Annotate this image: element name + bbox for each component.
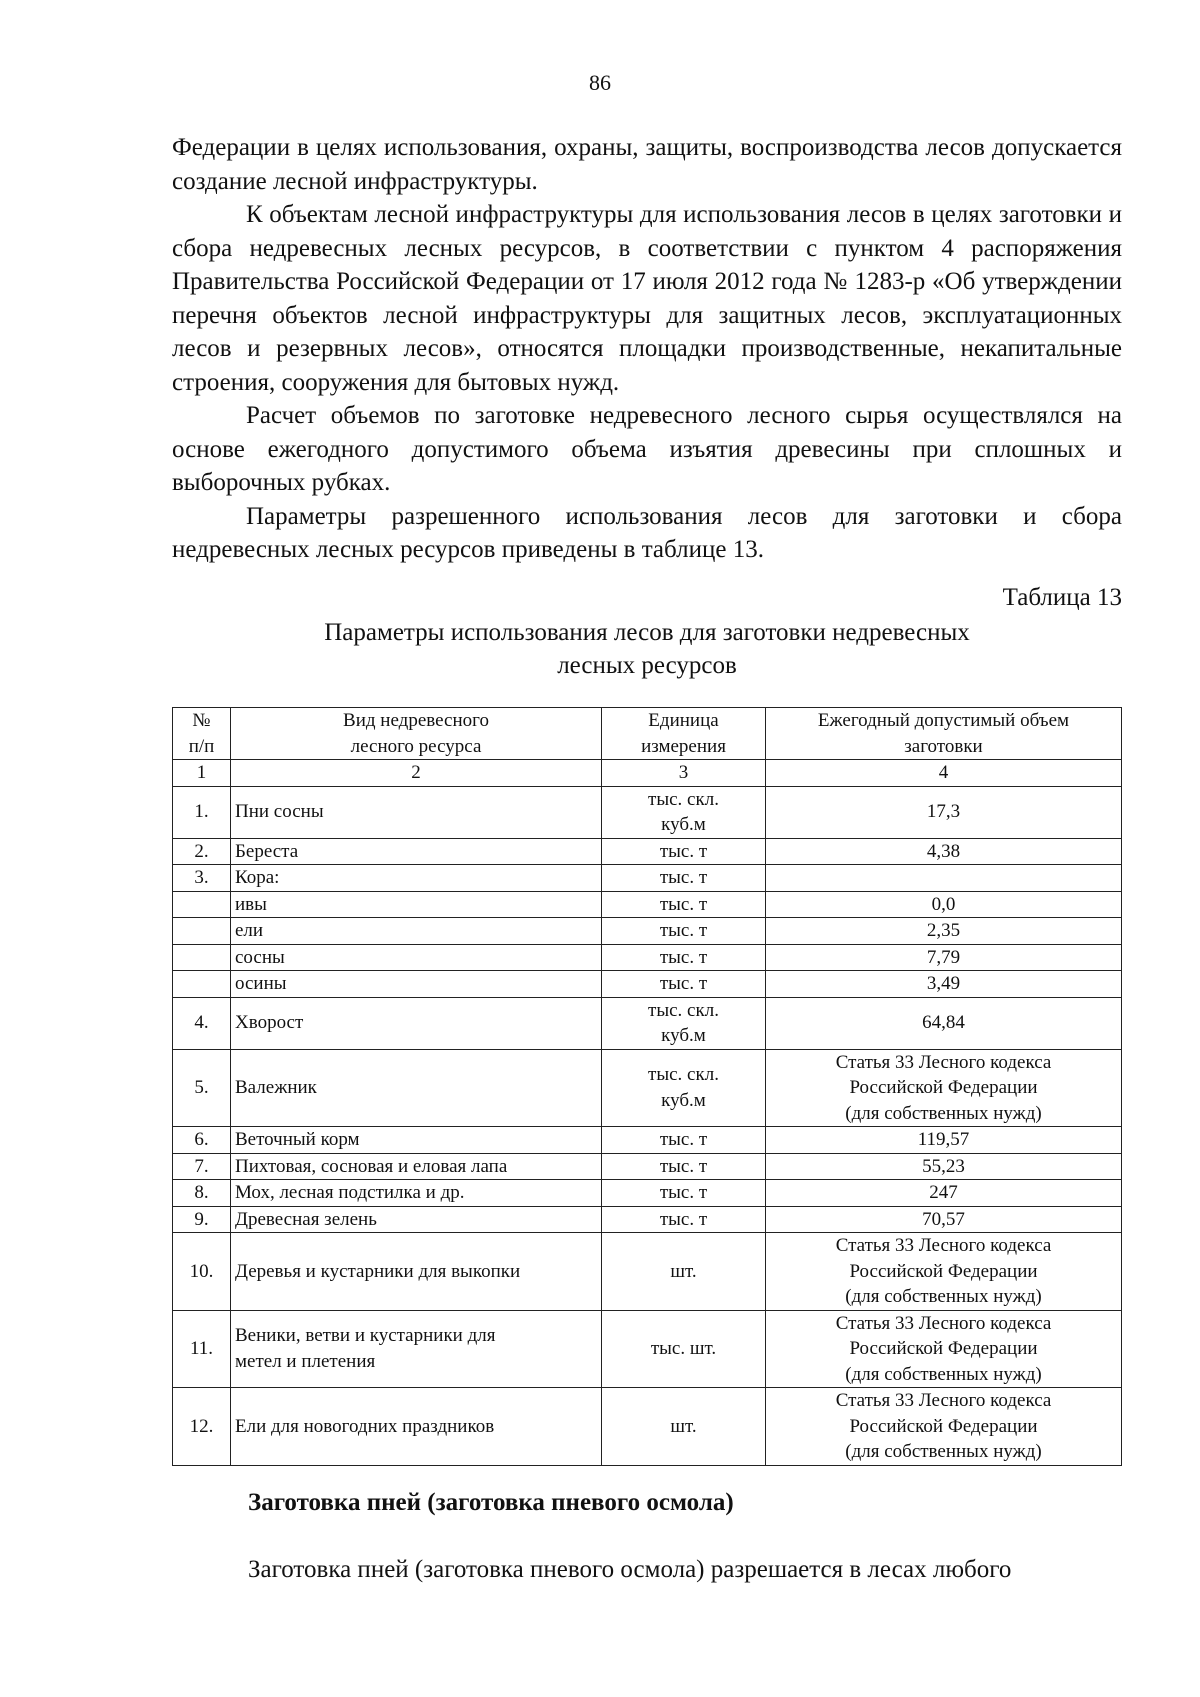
- cell-line: Кора:: [235, 867, 280, 888]
- cell-line: Ели для новогодних праздников: [235, 1415, 495, 1437]
- section-heading: Заготовка пней (заготовка пневого осмола): [248, 1489, 734, 1516]
- cell-line: 119,57: [917, 1129, 970, 1150]
- cell-num: 4.: [173, 997, 231, 1049]
- cell-line: Мох, лесная подстилка и др.: [235, 1182, 465, 1203]
- cell-name: [231, 1180, 602, 1207]
- cell-line: тыс. т: [659, 1182, 708, 1203]
- cell-volume: [766, 1388, 1122, 1466]
- table-row: [173, 944, 1122, 971]
- cell-line: (для собственных нужд): [845, 1441, 1042, 1462]
- body-text: [172, 131, 1122, 567]
- cell-name: [231, 838, 602, 865]
- cell-num: 11.: [173, 1310, 231, 1388]
- cell-name: [231, 1153, 602, 1180]
- cell-line: 3,49: [926, 973, 961, 994]
- cell-line: Статья 33 Лесного кодекса: [835, 1390, 1052, 1411]
- table-label: Таблица 13: [1002, 584, 1122, 611]
- cell-name: [231, 891, 602, 918]
- cell-line: Статья 33 Лесного кодекса: [835, 1051, 1052, 1073]
- table-row: [173, 1206, 1122, 1233]
- table-row: [173, 1180, 1122, 1207]
- cell-line: (для собственных нужд): [845, 1102, 1042, 1124]
- column-number: 2: [231, 760, 602, 787]
- paragraph: Заготовка пней (заготовка пневого осмола) разрешается в лесах любого: [248, 1556, 1012, 1583]
- cell-unit: [602, 1206, 766, 1233]
- cell-line: тыс. скл.: [648, 999, 719, 1021]
- header-line: измерения: [641, 735, 726, 757]
- cell-unit: [602, 997, 766, 1049]
- cell-line: тыс. т: [659, 1155, 708, 1177]
- cell-name: [231, 1127, 602, 1154]
- table-row: [173, 891, 1122, 918]
- cell-line: 4,38: [926, 840, 961, 862]
- cell-line: Российской Федерации: [849, 1338, 1038, 1359]
- header-num: [173, 708, 231, 760]
- cell-line: осины: [235, 973, 287, 994]
- table-row: [173, 865, 1122, 892]
- cell-unit: [602, 1233, 766, 1311]
- cell-unit: [602, 918, 766, 945]
- cell-line: тыс. т: [659, 920, 708, 941]
- cell-line: ели: [235, 920, 264, 941]
- cell-line: Деревья и кустарники для выкопки: [235, 1260, 521, 1282]
- table-row: [173, 1310, 1122, 1388]
- cell-volume: [766, 1233, 1122, 1311]
- header-line: Вид недревесного: [343, 710, 489, 731]
- cell-volume: [766, 918, 1122, 945]
- cell-unit: [602, 1388, 766, 1466]
- cell-line: 0,0: [931, 893, 956, 915]
- cell-num: 10.: [173, 1233, 231, 1311]
- table-row: [173, 1049, 1122, 1127]
- cell-unit: [602, 1153, 766, 1180]
- cell-line: Береста: [235, 840, 299, 862]
- cell-line: Российской Федерации: [849, 1260, 1038, 1282]
- table-row: [173, 838, 1122, 865]
- cell-line: Российской Федерации: [849, 1077, 1038, 1098]
- column-number: 4: [766, 760, 1122, 787]
- table-title-line: лесных ресурсов: [557, 652, 737, 679]
- cell-num: [173, 944, 231, 971]
- cell-name: [231, 944, 602, 971]
- header-line: №: [192, 710, 211, 731]
- cell-unit: [602, 891, 766, 918]
- cell-line: ивы: [235, 893, 267, 915]
- cell-num: 1.: [173, 786, 231, 838]
- cell-volume: [766, 838, 1122, 865]
- cell-line: тыс. скл.: [648, 1064, 719, 1086]
- cell-unit: [602, 865, 766, 892]
- cell-line: тыс. т: [659, 1129, 708, 1150]
- cell-unit: [602, 1180, 766, 1207]
- cell-unit: [602, 1310, 766, 1388]
- paragraph: Расчет объемов по заготовке недревесного лесного сырья осуществлялся на основе ежегодного допустимого объема изъятия древесины при сплошных и выборочных рубках.: [172, 402, 1122, 496]
- header-name: [231, 708, 602, 760]
- cell-unit: [602, 786, 766, 838]
- cell-line: 7,79: [926, 946, 961, 968]
- cell-num: 5.: [173, 1049, 231, 1127]
- header-volume: [766, 708, 1122, 760]
- cell-num: 6.: [173, 1127, 231, 1154]
- header-unit: [602, 708, 766, 760]
- cell-unit: [602, 1049, 766, 1127]
- cell-name: [231, 1310, 602, 1388]
- cell-line: 70,57: [922, 1208, 965, 1230]
- cell-line: тыс. т: [659, 840, 708, 862]
- cell-line: шт.: [670, 1415, 697, 1437]
- column-number: 3: [602, 760, 766, 787]
- cell-line: Статья 33 Лесного кодекса: [835, 1312, 1052, 1334]
- cell-line: Древесная зелень: [235, 1208, 377, 1230]
- cell-line: 247: [929, 1182, 958, 1203]
- paragraph: Федерации в целях использования, охраны, защиты, воспроизводства лесов допускается создание лесной инфраструктуры.: [172, 134, 1122, 195]
- cell-line: Пихтовая, сосновая и еловая лапа: [235, 1155, 508, 1177]
- cell-volume: [766, 971, 1122, 998]
- column-number: 1: [173, 760, 231, 787]
- cell-num: [173, 971, 231, 998]
- cell-volume: [766, 997, 1122, 1049]
- cell-num: 9.: [173, 1206, 231, 1233]
- cell-num: [173, 918, 231, 945]
- table-row: [173, 997, 1122, 1049]
- cell-name: [231, 918, 602, 945]
- cell-volume: [766, 1180, 1122, 1207]
- cell-name: [231, 1233, 602, 1311]
- cell-line: 64,84: [922, 1012, 965, 1034]
- cell-unit: [602, 971, 766, 998]
- header-line: Ежегодный допустимый объем: [817, 710, 1070, 731]
- cell-num: [173, 891, 231, 918]
- cell-line: Хворост: [235, 1012, 304, 1034]
- cell-name: [231, 1388, 602, 1466]
- cell-line: (для собственных нужд): [845, 1286, 1042, 1307]
- cell-name: [231, 786, 602, 838]
- cell-line: 2,35: [926, 920, 961, 941]
- table-row: [173, 971, 1122, 998]
- cell-line: куб.м: [661, 1025, 706, 1046]
- cell-line: тыс. т: [659, 973, 708, 994]
- cell-line: Валежник: [235, 1077, 317, 1098]
- cell-line: тыс. т: [659, 946, 708, 968]
- cell-line: сосны: [235, 946, 285, 968]
- column-number-row: [173, 760, 1122, 787]
- cell-line: тыс. т: [659, 1208, 708, 1230]
- cell-line: метел и плетения: [235, 1350, 376, 1372]
- cell-volume: [766, 1049, 1122, 1127]
- cell-volume: [766, 1206, 1122, 1233]
- cell-unit: [602, 838, 766, 865]
- cell-line: куб.м: [661, 1089, 706, 1111]
- cell-unit: [602, 944, 766, 971]
- cell-num: 3.: [173, 865, 231, 892]
- header-line: п/п: [188, 735, 215, 757]
- cell-volume: [766, 865, 1122, 892]
- paragraph: Параметры разрешенного использования лесов для заготовки и сбора недревесных лесных ресурсов приведены в таблице 13.: [172, 502, 1122, 563]
- header-line: заготовки: [904, 735, 983, 757]
- cell-name: [231, 1206, 602, 1233]
- table-row: [173, 1233, 1122, 1311]
- cell-line: Российской Федерации: [849, 1415, 1038, 1437]
- cell-unit: [602, 1127, 766, 1154]
- cell-line: тыс. т: [659, 867, 708, 888]
- table-header-row: [173, 708, 1122, 760]
- page-number: 86: [589, 70, 611, 95]
- table-row: [173, 786, 1122, 838]
- cell-line: шт.: [670, 1260, 697, 1282]
- cell-line: Веточный корм: [235, 1129, 360, 1150]
- cell-line: (для собственных нужд): [845, 1363, 1042, 1385]
- table-row: [173, 918, 1122, 945]
- cell-name: [231, 1049, 602, 1127]
- cell-line: 17,3: [926, 801, 961, 823]
- cell-volume: [766, 786, 1122, 838]
- table-row: [173, 1388, 1122, 1466]
- cell-line: Статья 33 Лесного кодекса: [835, 1235, 1052, 1256]
- parameters-table: [172, 707, 1122, 1466]
- cell-volume: [766, 891, 1122, 918]
- cell-line: тыс. т: [659, 893, 708, 915]
- cell-num: 8.: [173, 1180, 231, 1207]
- cell-name: [231, 865, 602, 892]
- cell-num: 12.: [173, 1388, 231, 1466]
- table-row: [173, 1127, 1122, 1154]
- cell-line: куб.м: [661, 814, 706, 835]
- cell-num: 2.: [173, 838, 231, 865]
- cell-volume: [766, 1127, 1122, 1154]
- cell-line: тыс. скл.: [648, 788, 719, 810]
- paragraph: К объектам лесной инфраструктуры для использования лесов в целях заготовки и сбора недревесных лесных ресурсов, в соответствии с пунктом 4 распоряжения Правительства Российской Федерации от 17 июля 2012 года № 1283-р «Об утверждении перечня объектов лесной инфраструктуры для защитных лесов, эксплуатационных лесов и резервных лесов», относятся площадки производственные, некапитальные строения, сооружения для бытовых нужд.: [172, 201, 1122, 396]
- cell-volume: [766, 944, 1122, 971]
- header-line: Единица: [648, 710, 719, 731]
- table-row: [173, 1153, 1122, 1180]
- table-title-line: Параметры использования лесов для заготовки недревесных: [324, 619, 970, 646]
- cell-num: 7.: [173, 1153, 231, 1180]
- cell-line: Пни сосны: [235, 801, 324, 823]
- header-line: лесного ресурса: [350, 735, 482, 757]
- cell-name: [231, 997, 602, 1049]
- table-title: [172, 616, 1122, 682]
- cell-line: 55,23: [922, 1155, 965, 1177]
- cell-line: тыс. шт.: [650, 1338, 717, 1359]
- cell-volume: [766, 1310, 1122, 1388]
- cell-name: [231, 971, 602, 998]
- cell-volume: [766, 1153, 1122, 1180]
- table-body: [173, 786, 1122, 1465]
- cell-line: Веники, ветви и кустарники для: [235, 1325, 496, 1347]
